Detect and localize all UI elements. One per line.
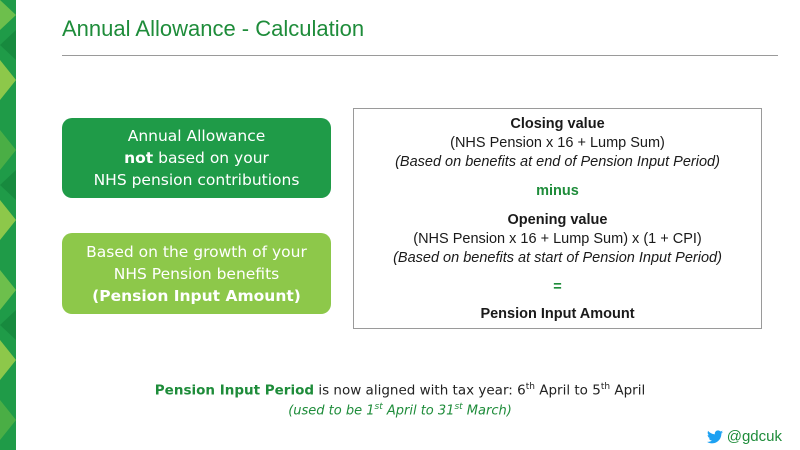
footer-text-c: April (610, 382, 646, 399)
calculation-box (353, 108, 762, 329)
pension-input-period-statement (0, 382, 800, 399)
title-divider (62, 55, 778, 56)
twitter-handle[interactable] (707, 428, 782, 445)
annual-allowance-pill (62, 118, 331, 198)
note-sup-a: st (374, 402, 383, 412)
note-text-c: March) (462, 403, 512, 419)
footer-text-a: is now aligned with tax year: 6 (314, 382, 526, 399)
pill-one-line2 (124, 147, 269, 169)
twitter-handle-text[interactable]: @gdcuk (726, 428, 782, 445)
note-text-a: (used to be 1 (288, 403, 375, 419)
pill-one-bold-word: not (124, 149, 154, 167)
result-pension-input-amount: Pension Input Amount (480, 306, 635, 322)
pill-one-line1: Annual Allowance (127, 127, 266, 145)
footer-text-b: April to 5 (534, 382, 601, 399)
equals-operator: = (553, 279, 562, 295)
note-sup-b: st (454, 402, 463, 412)
pill-two-line2: NHS Pension benefits (113, 264, 280, 283)
pip-term: Pension Input Period (154, 382, 315, 399)
minus-operator: minus (536, 183, 579, 199)
footer-sup-b: th (600, 382, 611, 392)
closing-value-note: (Based on benefits at end of Pension Input Period) (395, 154, 720, 170)
closing-value-title: Closing value (510, 116, 605, 132)
slide-title: Annual Allowance - Calculation (62, 16, 365, 41)
opening-value-note: (Based on benefits at start of Pension Input Period) (393, 250, 722, 266)
pill-two-line1: Based on the growth of your (86, 242, 307, 261)
footer-sup-a: th (525, 382, 535, 392)
previous-period-note (0, 402, 800, 418)
pill-two-line3: (Pension Input Amount) (92, 286, 301, 305)
growth-benefits-pill (62, 233, 331, 314)
pill-one-line2-rest: based on your (153, 149, 269, 167)
twitter-bird-icon (707, 430, 723, 444)
closing-value-formula: (NHS Pension x 16 + Lump Sum) (450, 135, 665, 151)
pill-one-line3: NHS pension contributions (93, 171, 300, 189)
opening-value-title: Opening value (507, 212, 608, 228)
opening-value-formula: (NHS Pension x 16 + Lump Sum) x (1 + CPI) (413, 231, 702, 247)
note-text-b: April to 31 (382, 403, 455, 419)
